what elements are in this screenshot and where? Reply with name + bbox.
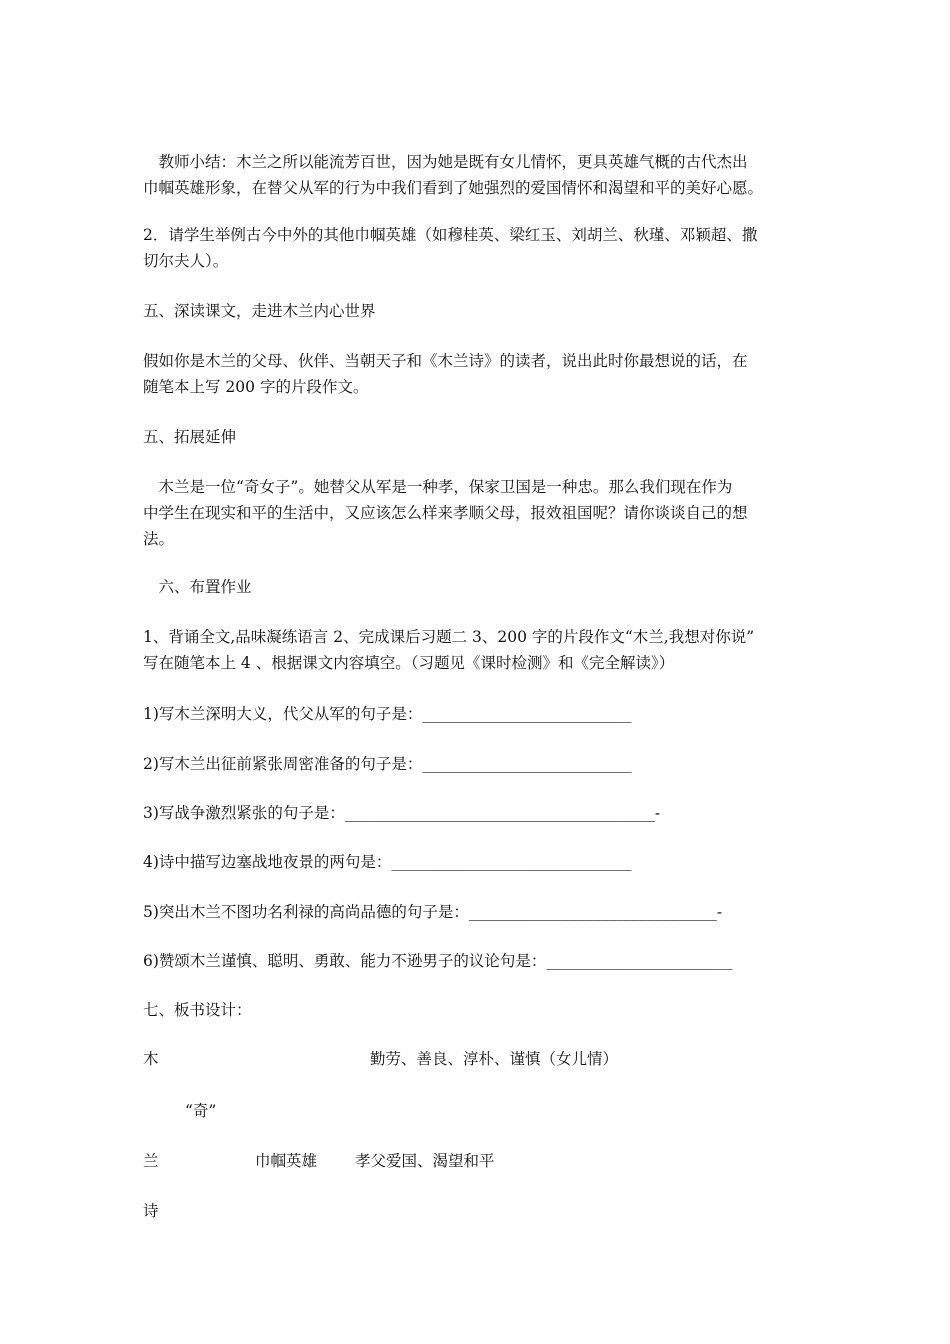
extension-line-3: 法。 bbox=[143, 530, 175, 548]
board-virtues: 孝父爱国、渴望和平 bbox=[355, 1152, 495, 1170]
section-heading-extension: 五、拓展延伸 bbox=[143, 428, 237, 446]
board-heroine: 巾帼英雄 bbox=[255, 1152, 318, 1170]
board-char-lan: 兰 bbox=[143, 1152, 159, 1170]
extension-line-1: 木兰是一位“奇女子”。她替父从军是一种孝，保家卫国是一种忠。那么我们现在作为 bbox=[158, 478, 733, 496]
extension-line-2: 中学生在现实和平的生活中，又应该怎么样来孝顺父母，报效祖国呢？请你谈谈自己的想 bbox=[143, 504, 748, 522]
section-heading-board-design: 七、板书设计： bbox=[143, 1001, 252, 1019]
extension-paragraph bbox=[143, 474, 808, 552]
fill-in-item-2: 2)写木兰出征前紧张周密准备的句子是：___________________________ bbox=[143, 755, 632, 773]
board-char-mu: 木 bbox=[143, 1050, 159, 1068]
heroines-question-line-2: 切尔夫人）。 bbox=[143, 252, 229, 270]
deep-read-paragraph bbox=[143, 348, 808, 400]
board-qi: “奇” bbox=[185, 1102, 217, 1120]
homework-line-1: 1、背诵全文,品味凝练语言 2、完成课后习题二 3、200 字的片段作文“木兰,我想对你说” bbox=[143, 628, 755, 646]
homework-line-2: 写在随笔本上 4 、根据课文内容填空。（习题见《课时检测》和《完全解读》） bbox=[143, 654, 675, 672]
teacher-summary-paragraph bbox=[143, 149, 808, 201]
heroines-question-paragraph bbox=[143, 222, 808, 274]
fill-in-item-5: 5)突出木兰不图功名利禄的高尚品德的句子是：________________________________- bbox=[143, 903, 723, 921]
homework-paragraph bbox=[143, 624, 808, 676]
heroines-question-line-1: 2．请学生举例古今中外的其他巾帼英雄（如穆桂英、梁红玉、刘胡兰、秋瑾、邓颖超、撒 bbox=[143, 226, 758, 244]
fill-in-item-1: 1)写木兰深明大义，代父从军的句子是：___________________________ bbox=[143, 705, 632, 723]
board-char-shi: 诗 bbox=[143, 1202, 159, 1220]
fill-in-item-6: 6)赞颂木兰谨慎、聪明、勇敢、能力不逊男子的议论句是：________________________ bbox=[143, 952, 733, 970]
deep-read-line-1: 假如你是木兰的父母、伙伴、当朝天子和《木兰诗》的读者，说出此时你最想说的话，在 bbox=[143, 352, 748, 370]
teacher-summary-line-2: 巾帼英雄形象，在替父从军的行为中我们看到了她强烈的爱国情怀和渴望和平的美好心愿。 bbox=[143, 179, 764, 197]
fill-in-item-4: 4)诗中描写边塞战地夜景的两句是：_______________________________ bbox=[143, 853, 632, 871]
section-heading-deep-read: 五、深读课文，走进木兰内心世界 bbox=[143, 302, 376, 320]
board-traits: 勤劳、善良、淳朴、谨慎（女儿情） bbox=[370, 1050, 619, 1068]
teacher-summary-line-1: 教师小结：木兰之所以能流芳百世，因为她是既有女儿情怀，更具英雄气概的古代杰出 bbox=[158, 153, 748, 171]
deep-read-line-2: 随笔本上写 200 字的片段作文。 bbox=[143, 378, 369, 396]
section-heading-homework: 六、布置作业 bbox=[158, 578, 252, 596]
fill-in-item-3: 3)写战争激烈紧张的句子是：________________________________________- bbox=[143, 804, 661, 822]
